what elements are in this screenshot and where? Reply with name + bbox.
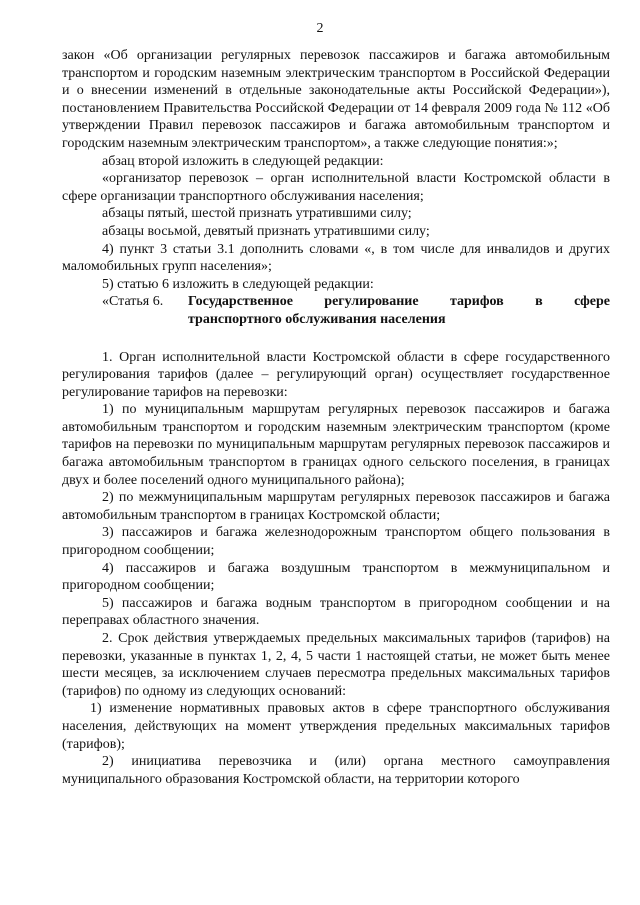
paragraph-amend-abzac-2: абзац второй изложить в следующей редакции: (102, 153, 384, 169)
paragraph-part-1-item-4: 4) пассажиров и багажа воздушным транспортом в межмуниципальном и пригородном сообщении; (62, 560, 610, 594)
article-title-word: тарифов (449, 294, 504, 310)
page-number: 2 (316, 21, 324, 36)
article-title-word: сфере (574, 294, 610, 310)
paragraph-abzac-8-9: абзацы восьмой, девятый признать утратившими силу; (102, 223, 430, 239)
paragraph-ground-1: 1) изменение нормативных правовых актов в сфере транспортного обслуживания населения, действующих на момент утверждения предельных максимальных тарифов (тарифов); (62, 701, 610, 752)
article-title (188, 293, 610, 328)
article-title-word: Государственное (188, 294, 293, 310)
article-title-line2: транспортного обслуживания населения (188, 311, 446, 327)
paragraph-item-5: 5) статью 6 изложить в следующей редакции: (102, 276, 374, 292)
paragraph-part-1-item-5: 5) пассажиров и багажа водным транспортом в пригородном сообщении и на переправах областного значения. (62, 595, 610, 629)
paragraph-law-reference: закон «Об организации регулярных перевозок пассажиров и багажа автомобильным транспортом и городским наземным электрическим транспортом в Российской Федерации и о внесении изменений в отдельные законодательные акты Российской Федерации»), постановлением Правительства Российской Федерации от 14 февраля 2009 года № 112 «Об утверждении Правил перевозок пассажиров и багажа автомобильным транспортом и городским наземным электрическим транспортом», а также следующие понятия:»; (62, 48, 610, 151)
paragraph-part-1-item-3: 3) пассажиров и багажа железнодорожным транспортом общего пользования в пригородном сообщении; (62, 525, 610, 559)
article-title-word: в (535, 294, 543, 310)
article-heading (62, 293, 610, 328)
article-title-word: регулирование (324, 294, 419, 310)
document-body (62, 47, 610, 788)
paragraph-part-2: 2. Срок действия утверждаемых предельных максимальных тарифов (тарифов) на перевозки, указанные в пунктах 1, 2, 4, 5 части 1 настоящей статьи, не может быть менее шести месяцев, за исключением случаев пересмотра предельных максимальных тарифов (тарифов) по одному из следующих оснований: (62, 631, 610, 699)
paragraph-part-1-item-1: 1) по муниципальным маршрутам регулярных перевозок пассажиров и багажа автомобильным транспортом и городским наземным электрическим транспортом (кроме тарифов на перевозки по муниципальным маршрутам регулярных перевозок пассажиров и багажа автомобильным транспортом в границах одного сельского поселения, в границах двух и более поселений одного муниципального района); (62, 402, 610, 488)
paragraph-abzac-5-6: абзацы пятый, шестой признать утратившими силу; (102, 206, 412, 222)
paragraph-item-4: 4) пункт 3 статьи 3.1 дополнить словами «, в том числе для инвалидов и других маломобильных групп населения»; (62, 241, 610, 275)
article-label: «Статья 6. (102, 294, 164, 310)
paragraph-organizer-definition: «организатор перевозок – орган исполнительной власти Костромской области в сфере организации транспортного обслуживания населения; (62, 171, 610, 204)
paragraph-part-1-item-2: 2) по межмуниципальным маршрутам регулярных перевозок пассажиров и багажа автомобильным транспортом в границах Костромской области; (62, 490, 610, 523)
paragraph-part-1: 1. Орган исполнительной власти Костромской области в сфере государственного регулирования тарифов (далее – регулирующий орган) осуществляет государственное регулирование тарифов на перевозки: (62, 349, 610, 400)
paragraph-ground-2: 2) инициатива перевозчика и (или) органа местного самоуправления муниципального образования Костромской области, на территории которого (62, 754, 610, 787)
